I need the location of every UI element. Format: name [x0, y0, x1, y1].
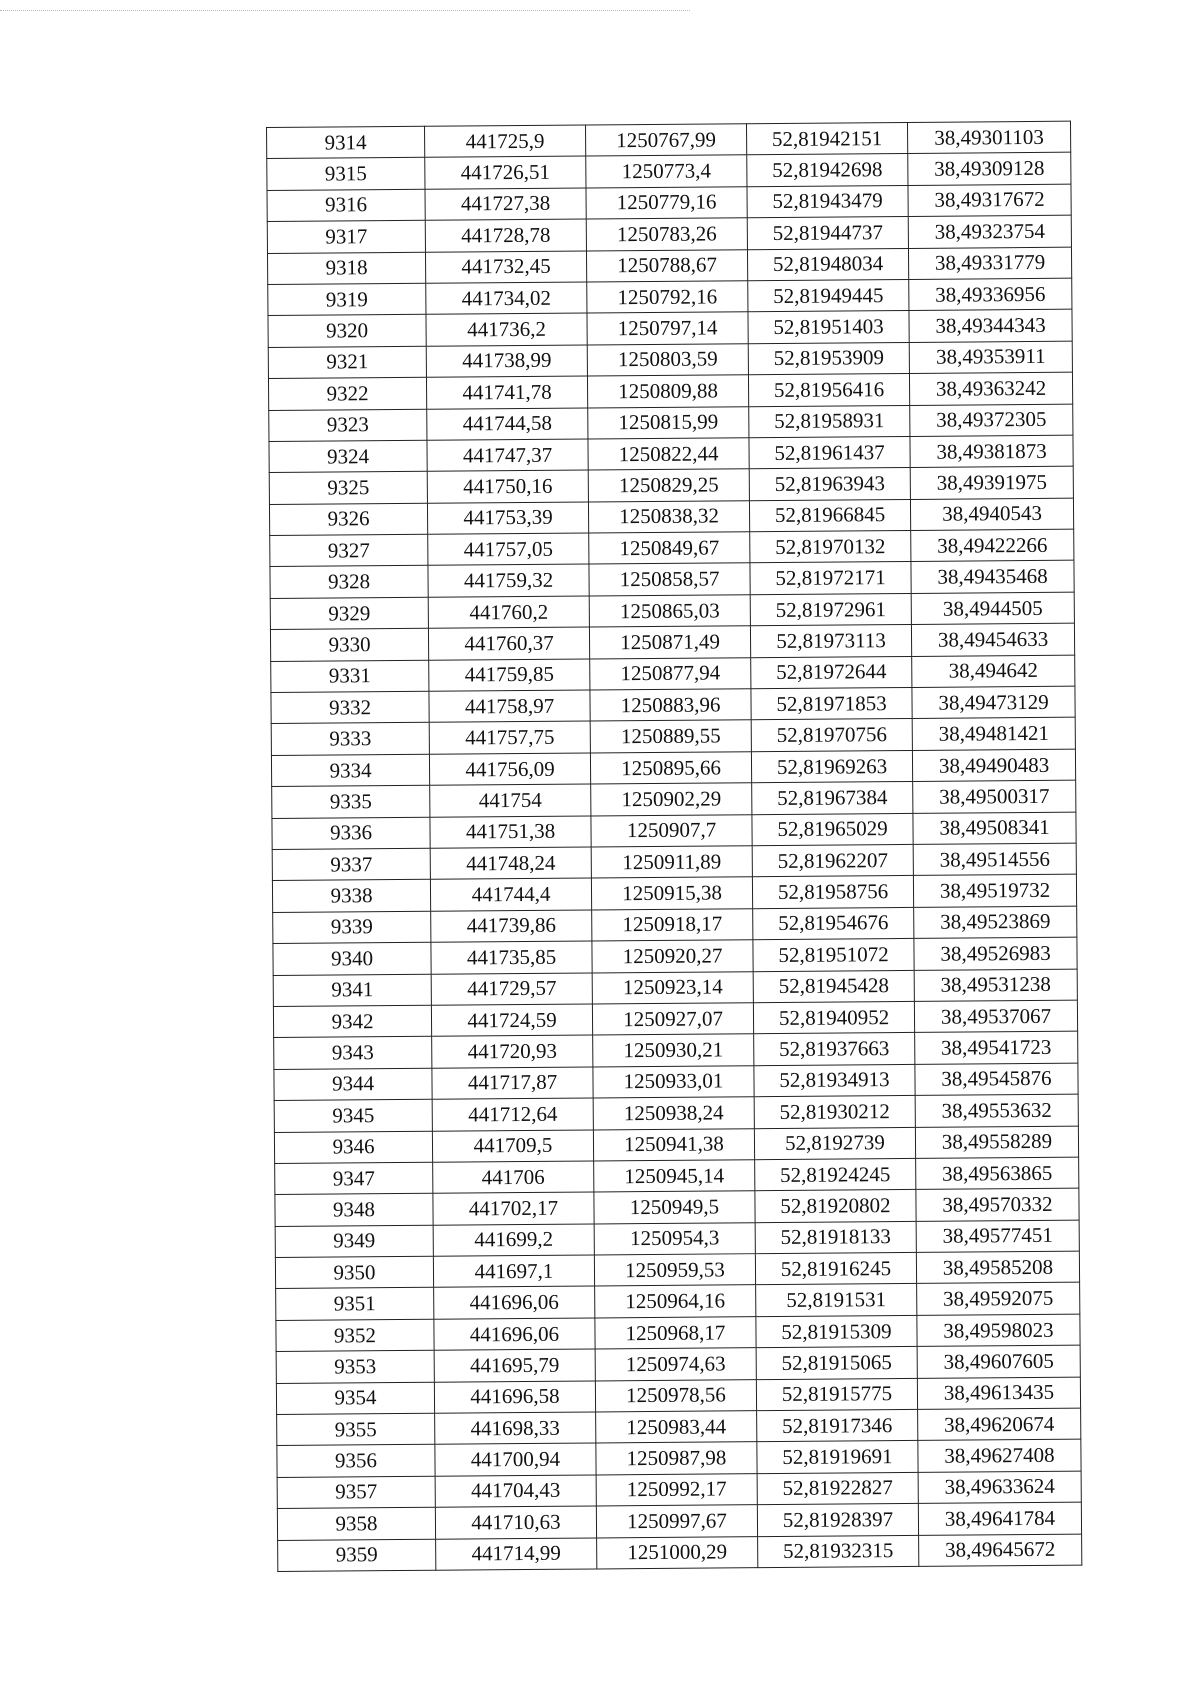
latitude-cell: 52,81932315 [758, 1535, 919, 1568]
latitude-cell: 52,81972644 [751, 656, 912, 689]
y-coordinate-cell: 1250974,63 [595, 1348, 756, 1381]
latitude-cell: 52,8191531 [756, 1284, 917, 1317]
point-number-cell: 9327 [270, 534, 428, 567]
x-coordinate-cell: 441751,38 [430, 816, 591, 849]
latitude-cell: 52,81915775 [756, 1378, 917, 1411]
longitude-cell: 38,49641784 [918, 1502, 1081, 1535]
latitude-cell: 52,8192739 [754, 1127, 915, 1160]
point-number-cell: 9352 [276, 1319, 434, 1352]
point-number-cell: 9335 [272, 785, 430, 818]
x-coordinate-cell: 441760,2 [428, 596, 589, 629]
longitude-cell: 38,49391975 [910, 466, 1073, 499]
y-coordinate-cell: 1250992,17 [596, 1473, 757, 1506]
x-coordinate-cell: 441747,37 [427, 439, 588, 472]
x-coordinate-cell: 441696,06 [434, 1286, 595, 1319]
point-number-cell: 9354 [276, 1382, 434, 1415]
x-coordinate-cell: 441729,57 [431, 973, 592, 1006]
latitude-cell: 52,81967384 [752, 782, 913, 815]
x-coordinate-cell: 441748,24 [430, 847, 591, 880]
longitude-cell: 38,49553632 [915, 1094, 1078, 1127]
latitude-cell: 52,81966845 [749, 499, 910, 532]
x-coordinate-cell: 441756,09 [429, 753, 590, 786]
longitude-cell: 38,49607605 [917, 1345, 1080, 1378]
point-number-cell: 9318 [267, 252, 425, 285]
y-coordinate-cell: 1250865,03 [589, 595, 750, 628]
y-coordinate-cell: 1250968,17 [595, 1317, 756, 1350]
longitude-cell: 38,49435468 [911, 561, 1074, 594]
latitude-cell: 52,81944737 [747, 217, 908, 250]
x-coordinate-cell: 441736,2 [426, 313, 587, 346]
y-coordinate-cell: 1250907,7 [591, 814, 752, 847]
y-coordinate-cell: 1250838,32 [588, 500, 749, 533]
longitude-cell: 38,49537067 [914, 1000, 1077, 1033]
latitude-cell: 52,81953909 [748, 342, 909, 375]
latitude-cell: 52,81973113 [750, 625, 911, 658]
point-number-cell: 9316 [267, 189, 425, 222]
x-coordinate-cell: 441757,75 [429, 721, 590, 754]
point-number-cell: 9314 [267, 126, 425, 159]
point-number-cell: 9329 [270, 597, 428, 630]
x-coordinate-cell: 441757,05 [428, 533, 589, 566]
scan-edge-line [0, 10, 690, 11]
x-coordinate-cell: 441727,38 [425, 188, 586, 221]
x-coordinate-cell: 441702,17 [433, 1192, 594, 1225]
x-coordinate-cell: 441712,64 [432, 1098, 593, 1131]
point-number-cell: 9349 [275, 1225, 433, 1258]
y-coordinate-cell: 1250918,17 [592, 908, 753, 941]
x-coordinate-cell: 441759,85 [429, 659, 590, 692]
longitude-cell: 38,49577451 [916, 1220, 1079, 1253]
latitude-cell: 52,81969263 [751, 750, 912, 783]
latitude-cell: 52,81937663 [754, 1033, 915, 1066]
point-number-cell: 9345 [274, 1099, 432, 1132]
latitude-cell: 52,81949445 [748, 279, 909, 312]
y-coordinate-cell: 1250797,14 [587, 312, 748, 345]
longitude-cell: 38,49627408 [918, 1440, 1081, 1473]
x-coordinate-cell: 441741,78 [426, 376, 587, 409]
point-number-cell: 9358 [277, 1507, 435, 1540]
latitude-cell: 52,81958756 [752, 876, 913, 909]
x-coordinate-cell: 441699,2 [433, 1224, 594, 1257]
y-coordinate-cell: 1250822,44 [588, 438, 749, 471]
latitude-cell: 52,81915065 [756, 1347, 917, 1380]
longitude-cell: 38,49363242 [909, 372, 1072, 405]
point-number-cell: 9331 [271, 660, 429, 693]
longitude-cell: 38,49317672 [908, 184, 1071, 217]
x-coordinate-cell: 441739,86 [431, 910, 592, 943]
coordinates-table [266, 121, 1082, 1572]
y-coordinate-cell: 1250945,14 [594, 1160, 755, 1193]
latitude-cell: 52,81965029 [752, 813, 913, 846]
latitude-cell: 52,81958931 [749, 405, 910, 438]
x-coordinate-cell: 441754 [430, 784, 591, 817]
y-coordinate-cell: 1250933,01 [593, 1065, 754, 1098]
point-number-cell: 9336 [272, 817, 430, 850]
point-number-cell: 9343 [274, 1037, 432, 1070]
y-coordinate-cell: 1250959,53 [594, 1254, 755, 1287]
y-coordinate-cell: 1250964,16 [595, 1285, 756, 1318]
x-coordinate-cell: 441734,02 [426, 282, 587, 315]
x-coordinate-cell: 441696,06 [434, 1318, 595, 1351]
longitude-cell: 38,49563865 [916, 1157, 1079, 1190]
latitude-cell: 52,81948034 [747, 248, 908, 281]
longitude-cell: 38,49381873 [910, 435, 1073, 468]
y-coordinate-cell: 1250978,56 [595, 1379, 756, 1412]
y-coordinate-cell: 1250829,25 [588, 469, 749, 502]
latitude-cell: 52,81956416 [748, 374, 909, 407]
longitude-cell: 38,49301103 [907, 121, 1070, 154]
latitude-cell: 52,81942151 [746, 122, 907, 155]
longitude-cell: 38,49331779 [908, 247, 1071, 280]
x-coordinate-cell: 441724,59 [431, 1004, 592, 1037]
point-number-cell: 9321 [268, 346, 426, 379]
point-number-cell: 9346 [274, 1131, 432, 1164]
point-number-cell: 9330 [270, 628, 428, 661]
point-number-cell: 9319 [268, 283, 426, 316]
x-coordinate-cell: 441732,45 [425, 251, 586, 284]
x-coordinate-cell: 441753,39 [427, 502, 588, 535]
latitude-cell: 52,81928397 [757, 1504, 918, 1537]
x-coordinate-cell: 441758,97 [429, 690, 590, 723]
latitude-cell: 52,81920802 [755, 1190, 916, 1223]
y-coordinate-cell: 1250902,29 [591, 783, 752, 816]
y-coordinate-cell: 1250883,96 [590, 689, 751, 722]
longitude-cell: 38,49519732 [913, 875, 1076, 908]
longitude-cell: 38,49545876 [915, 1063, 1078, 1096]
x-coordinate-cell: 441696,58 [434, 1381, 595, 1414]
y-coordinate-cell: 1250773,4 [586, 155, 747, 188]
y-coordinate-cell: 1250915,38 [591, 877, 752, 910]
x-coordinate-cell: 441738,99 [426, 345, 587, 378]
point-number-cell: 9342 [273, 1005, 431, 1038]
latitude-cell: 52,81945428 [753, 970, 914, 1003]
longitude-cell: 38,49508341 [913, 812, 1076, 845]
latitude-cell: 52,81954676 [753, 907, 914, 940]
y-coordinate-cell: 1250858,57 [589, 563, 750, 596]
latitude-cell: 52,81972961 [750, 593, 911, 626]
longitude-cell: 38,49531238 [914, 969, 1077, 1002]
longitude-cell: 38,49523869 [914, 906, 1077, 939]
y-coordinate-cell: 1250783,26 [586, 218, 747, 251]
y-coordinate-cell: 1250920,27 [592, 940, 753, 973]
y-coordinate-cell: 1250954,3 [594, 1222, 755, 1255]
longitude-cell: 38,49526983 [914, 937, 1077, 970]
latitude-cell: 52,81919691 [757, 1441, 918, 1474]
y-coordinate-cell: 1250983,44 [596, 1411, 757, 1444]
y-coordinate-cell: 1250938,24 [593, 1097, 754, 1130]
x-coordinate-cell: 441706 [433, 1161, 594, 1194]
latitude-cell: 52,81971853 [751, 687, 912, 720]
latitude-cell: 52,81916245 [755, 1252, 916, 1285]
latitude-cell: 52,81961437 [749, 436, 910, 469]
y-coordinate-cell: 1250889,55 [590, 720, 751, 753]
x-coordinate-cell: 441725,9 [424, 125, 585, 158]
point-number-cell: 9323 [269, 409, 427, 442]
x-coordinate-cell: 441735,85 [431, 941, 592, 974]
point-number-cell: 9315 [267, 158, 425, 191]
longitude-cell: 38,49309128 [908, 153, 1071, 186]
x-coordinate-cell: 441700,94 [435, 1443, 596, 1476]
latitude-cell: 52,81924245 [755, 1158, 916, 1191]
y-coordinate-cell: 1250877,94 [590, 657, 751, 690]
point-number-cell: 9339 [273, 911, 431, 944]
x-coordinate-cell: 441728,78 [425, 219, 586, 252]
latitude-cell: 52,81918133 [755, 1221, 916, 1254]
longitude-cell: 38,49454633 [911, 623, 1074, 656]
longitude-cell: 38,49422266 [911, 529, 1074, 562]
longitude-cell: 38,49490483 [912, 749, 1075, 782]
x-coordinate-cell: 441695,79 [434, 1349, 595, 1382]
y-coordinate-cell: 1250941,38 [593, 1128, 754, 1161]
y-coordinate-cell: 1250930,21 [593, 1034, 754, 1067]
y-coordinate-cell: 1250987,98 [596, 1442, 757, 1475]
x-coordinate-cell: 441760,37 [428, 627, 589, 660]
y-coordinate-cell: 1250809,88 [587, 375, 748, 408]
y-coordinate-cell: 1250997,67 [596, 1505, 757, 1538]
longitude-cell: 38,49473129 [912, 686, 1075, 719]
latitude-cell: 52,81915309 [756, 1315, 917, 1348]
x-coordinate-cell: 441750,16 [427, 470, 588, 503]
y-coordinate-cell: 1250788,67 [586, 249, 747, 282]
point-number-cell: 9332 [271, 691, 429, 724]
y-coordinate-cell: 1250923,14 [592, 971, 753, 1004]
y-coordinate-cell: 1250792,16 [587, 281, 748, 314]
longitude-cell: 38,49558289 [915, 1126, 1078, 1159]
latitude-cell: 52,81970132 [750, 531, 911, 564]
longitude-cell: 38,49344343 [909, 310, 1072, 343]
point-number-cell: 9347 [275, 1162, 433, 1195]
point-number-cell: 9328 [270, 566, 428, 599]
y-coordinate-cell: 1250803,59 [587, 343, 748, 376]
latitude-cell: 52,81930212 [754, 1096, 915, 1129]
x-coordinate-cell: 441726,51 [425, 156, 586, 189]
latitude-cell: 52,81917346 [757, 1409, 918, 1442]
longitude-cell: 38,49592075 [917, 1283, 1080, 1316]
y-coordinate-cell: 1250779,16 [586, 187, 747, 220]
y-coordinate-cell: 1251000,29 [597, 1536, 758, 1569]
latitude-cell: 52,81970756 [751, 719, 912, 752]
longitude-cell: 38,494642 [912, 655, 1075, 688]
longitude-cell: 38,49353911 [909, 341, 1072, 374]
point-number-cell: 9348 [275, 1194, 433, 1227]
x-coordinate-cell: 441744,4 [430, 878, 591, 911]
y-coordinate-cell: 1250815,99 [588, 406, 749, 439]
x-coordinate-cell: 441759,32 [428, 564, 589, 597]
point-number-cell: 9317 [267, 220, 425, 253]
point-number-cell: 9353 [276, 1350, 434, 1383]
longitude-cell: 38,49372305 [910, 404, 1073, 437]
x-coordinate-cell: 441710,63 [435, 1506, 596, 1539]
longitude-cell: 38,4944505 [911, 592, 1074, 625]
point-number-cell: 9355 [277, 1413, 435, 1446]
latitude-cell: 52,81962207 [752, 844, 913, 877]
y-coordinate-cell: 1250949,5 [594, 1191, 755, 1224]
latitude-cell: 52,81922827 [757, 1472, 918, 1505]
longitude-cell: 38,49613435 [917, 1377, 1080, 1410]
latitude-cell: 52,81951403 [748, 311, 909, 344]
longitude-cell: 38,49620674 [918, 1408, 1081, 1441]
point-number-cell: 9325 [269, 472, 427, 505]
point-number-cell: 9344 [274, 1068, 432, 1101]
coordinates-table-body [267, 121, 1082, 1571]
x-coordinate-cell: 441704,43 [435, 1475, 596, 1508]
latitude-cell: 52,81972171 [750, 562, 911, 595]
point-number-cell: 9326 [269, 503, 427, 536]
point-number-cell: 9324 [269, 440, 427, 473]
x-coordinate-cell: 441698,33 [435, 1412, 596, 1445]
point-number-cell: 9340 [273, 942, 431, 975]
x-coordinate-cell: 441714,99 [436, 1538, 597, 1571]
longitude-cell: 38,49598023 [917, 1314, 1080, 1347]
point-number-cell: 9350 [275, 1256, 433, 1289]
y-coordinate-cell: 1250767,99 [585, 124, 746, 157]
point-number-cell: 9337 [272, 848, 430, 881]
longitude-cell: 38,49481421 [912, 718, 1075, 751]
y-coordinate-cell: 1250871,49 [589, 626, 750, 659]
latitude-cell: 52,81963943 [749, 468, 910, 501]
x-coordinate-cell: 441697,1 [433, 1255, 594, 1288]
x-coordinate-cell: 441709,5 [432, 1129, 593, 1162]
longitude-cell: 38,49633624 [918, 1471, 1081, 1504]
point-number-cell: 9338 [272, 880, 430, 913]
longitude-cell: 38,49570332 [916, 1188, 1079, 1221]
point-number-cell: 9357 [277, 1476, 435, 1509]
y-coordinate-cell: 1250849,67 [589, 532, 750, 565]
point-number-cell: 9356 [277, 1445, 435, 1478]
y-coordinate-cell: 1250927,07 [592, 1003, 753, 1036]
latitude-cell: 52,81951072 [753, 939, 914, 972]
y-coordinate-cell: 1250895,66 [590, 752, 751, 785]
longitude-cell: 38,49541723 [915, 1031, 1078, 1064]
x-coordinate-cell: 441744,58 [427, 407, 588, 440]
latitude-cell: 52,81942698 [747, 154, 908, 187]
point-number-cell: 9334 [271, 754, 429, 787]
point-number-cell: 9322 [268, 377, 426, 410]
point-number-cell: 9333 [271, 723, 429, 756]
longitude-cell: 38,49645672 [919, 1534, 1082, 1567]
point-number-cell: 9351 [276, 1288, 434, 1321]
longitude-cell: 38,49585208 [916, 1251, 1079, 1284]
longitude-cell: 38,49323754 [908, 215, 1071, 248]
point-number-cell: 9341 [273, 974, 431, 1007]
x-coordinate-cell: 441720,93 [432, 1035, 593, 1068]
longitude-cell: 38,49336956 [909, 278, 1072, 311]
point-number-cell: 9320 [268, 315, 426, 348]
latitude-cell: 52,81934913 [754, 1064, 915, 1097]
longitude-cell: 38,49500317 [913, 780, 1076, 813]
longitude-cell: 38,4940543 [910, 498, 1073, 531]
latitude-cell: 52,81943479 [747, 185, 908, 218]
latitude-cell: 52,81940952 [753, 1001, 914, 1034]
table-row [278, 1534, 1082, 1572]
x-coordinate-cell: 441717,87 [432, 1067, 593, 1100]
point-number-cell: 9359 [278, 1539, 436, 1572]
longitude-cell: 38,49514556 [913, 843, 1076, 876]
y-coordinate-cell: 1250911,89 [591, 846, 752, 879]
